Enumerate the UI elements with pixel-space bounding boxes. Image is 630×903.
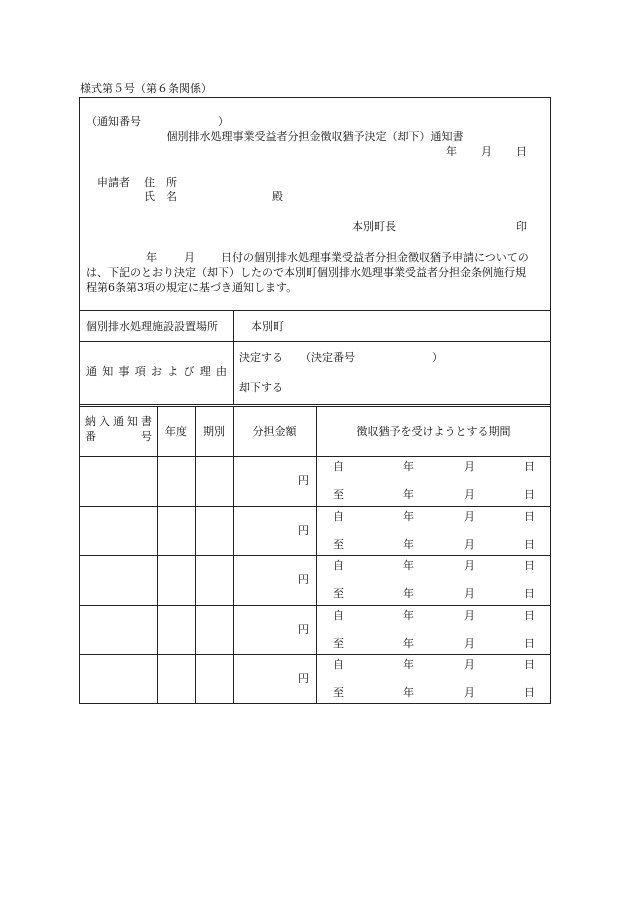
row-divider — [79, 555, 551, 556]
period-month-label: 月 — [464, 636, 475, 650]
location-label: 個別排水処理施設設置場所 — [86, 320, 218, 333]
yen-unit: 円 — [298, 622, 309, 636]
period-to-label: 至 — [333, 488, 344, 501]
period-month-label: 月 — [464, 559, 475, 573]
label-char: 番 — [85, 430, 96, 443]
period-to-label: 至 — [333, 686, 344, 700]
label-char: お — [151, 365, 162, 378]
label-char: 項 — [134, 365, 146, 378]
period-year-label: 年 — [403, 537, 414, 551]
period-month-label: 月 — [464, 686, 475, 700]
header-notice-no-line2 — [85, 431, 152, 442]
period-month-label: 月 — [464, 608, 475, 622]
period-year-label: 年 — [403, 509, 414, 523]
label-char: 知 — [102, 365, 114, 378]
body-line1: 日付の個別排水処理事業受益者分担金徴収猶予申請についての — [221, 251, 529, 264]
yen-unit: 円 — [298, 573, 309, 587]
header-notice-no-line1 — [85, 416, 152, 427]
period-to-label: 至 — [333, 587, 344, 601]
applicant-label: 申請者 — [97, 176, 130, 189]
label-char: 理 — [199, 365, 211, 378]
divider — [79, 310, 551, 311]
label-char: び — [183, 365, 195, 378]
label-char: 書 — [141, 415, 152, 428]
seal-mark: 印 — [516, 220, 527, 233]
name-label: 氏 名 — [144, 190, 177, 203]
period-from-label: 自 — [333, 608, 344, 622]
label-char: 入 — [99, 415, 110, 428]
period-day-label: 日 — [524, 587, 535, 601]
document-title: 個別排水処理事業受益者分担金徴収猶予決定（却下）通知書 — [166, 130, 464, 143]
label-char: よ — [167, 365, 179, 378]
period-month-label: 月 — [464, 488, 475, 501]
period-year-label: 年 — [403, 686, 414, 700]
period-year-label: 年 — [403, 608, 414, 622]
period-year-label: 年 — [403, 559, 414, 573]
body-line3: 程第6条第3項の規定に基づき通知します。 — [86, 281, 298, 294]
body-year: 年 — [146, 251, 157, 264]
period-day-label: 日 — [524, 686, 535, 700]
period-to-label: 至 — [333, 636, 344, 650]
period-day-label: 日 — [524, 636, 535, 650]
period-day-label: 日 — [524, 509, 535, 523]
header-amount: 分担金額 — [252, 425, 297, 438]
form-label: 様式第５号（第６条関係） — [80, 82, 212, 95]
issuer-name: 本別町長 — [352, 220, 396, 233]
divider — [79, 341, 551, 342]
divider — [233, 310, 234, 404]
label-char: 号 — [141, 430, 152, 443]
period-day-label: 日 — [524, 488, 535, 501]
period-month-label: 月 — [464, 587, 475, 601]
period-day-label: 日 — [524, 537, 535, 551]
period-from-label: 自 — [333, 460, 344, 473]
period-from-label: 自 — [333, 658, 344, 672]
label-char: 知 — [127, 415, 138, 428]
divider — [79, 404, 551, 405]
period-day-label: 日 — [524, 658, 535, 672]
header-fiscal-year: 年度 — [165, 425, 187, 438]
period-day-label: 日 — [524, 460, 535, 473]
period-month-label: 月 — [464, 460, 475, 473]
reject-option: 却下する — [239, 381, 283, 394]
period-from-label: 自 — [333, 559, 344, 573]
row-divider — [79, 605, 551, 606]
row-divider — [79, 654, 551, 655]
decision-number: （決定番号 ） — [300, 351, 443, 364]
label-char: 由 — [216, 365, 227, 378]
body-month: 月 — [184, 251, 195, 264]
decision-label — [86, 366, 227, 377]
label-char: 通 — [113, 415, 124, 428]
body-line2: は、下記のとおり決定（却下）したので本別町個別排水処理事業受益者分担金条例施行規 — [86, 266, 526, 279]
label-char: 納 — [85, 415, 96, 428]
yen-unit: 円 — [298, 672, 309, 686]
yen-unit: 円 — [298, 474, 309, 487]
period-to-label: 至 — [333, 537, 344, 551]
header-period: 徴収猶予を受けようとする期間 — [356, 425, 511, 438]
yen-unit: 円 — [298, 523, 309, 537]
label-char: 事 — [118, 365, 130, 378]
period-month-label: 月 — [464, 658, 475, 672]
honorific: 殿 — [272, 190, 283, 203]
notice-number: （通知番号 ） — [86, 115, 229, 128]
period-year-label: 年 — [403, 488, 414, 501]
period-from-label: 自 — [333, 509, 344, 523]
label-char: 通 — [86, 365, 97, 378]
row-divider — [79, 506, 551, 507]
period-year-label: 年 — [403, 636, 414, 650]
row-divider — [79, 456, 551, 457]
header-date-day: 日 — [516, 145, 527, 158]
period-year-label: 年 — [403, 587, 414, 601]
header-date-month: 月 — [481, 145, 492, 158]
period-day-label: 日 — [524, 608, 535, 622]
location-value: 本別町 — [251, 320, 284, 333]
decide-option: 決定する — [239, 351, 283, 364]
header-installment: 期別 — [203, 425, 225, 438]
period-year-label: 年 — [403, 460, 414, 473]
period-month-label: 月 — [464, 509, 475, 523]
period-year-label: 年 — [403, 658, 414, 672]
period-day-label: 日 — [524, 559, 535, 573]
address-label: 住 所 — [144, 176, 177, 189]
period-month-label: 月 — [464, 537, 475, 551]
header-date-year: 年 — [446, 145, 457, 158]
